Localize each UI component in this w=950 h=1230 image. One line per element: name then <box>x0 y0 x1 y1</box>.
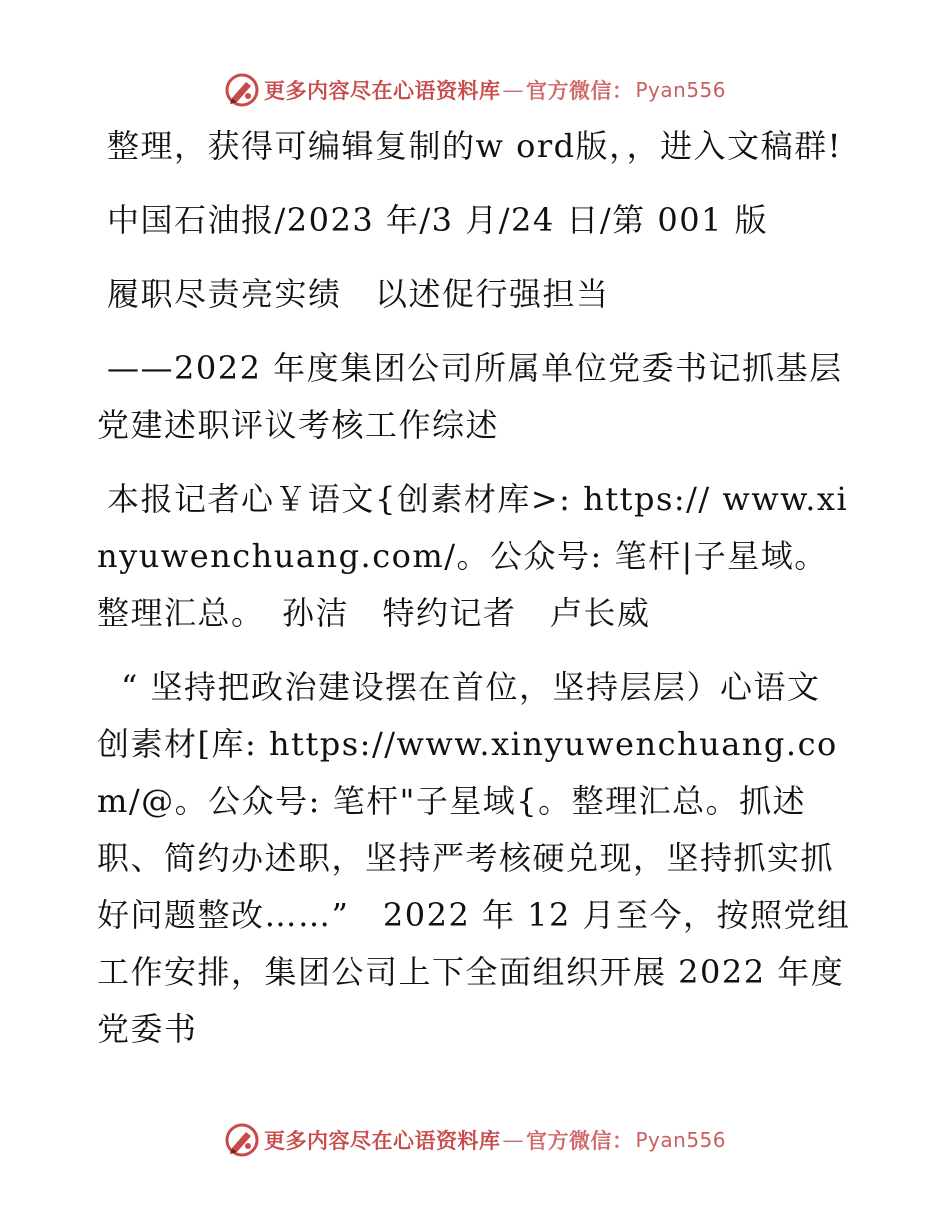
source-line: 中国石油报/2023 年/3 月/24 日/第 001 版 <box>107 201 769 239</box>
watermark-main-text: 更多内容尽在心语资料库 <box>263 1128 501 1153</box>
watermark-main-text: 更多内容尽在心语资料库 <box>263 78 501 103</box>
watermark-dash: — <box>502 1128 524 1152</box>
article-headline: 履职尽责亮实绩 以述促行强担当 <box>107 275 610 313</box>
watermark-wechat-id: Pyan556 <box>635 1128 726 1152</box>
pen-logo-icon <box>224 72 260 108</box>
article-subheadline: ——2022 年度集团公司所属单位党委书记抓基层党建述职评议考核工作综述 <box>97 349 843 444</box>
body-paragraph: “ 坚持把政治建设摆在首位，坚持层层）心语文创素材[库: https://www.xinyuwenchuang.com/@。公众号: 笔杆"子星域{。整理汇总。抓述职、简约办述职，坚持严考核硬兑现，坚持抓实抓好问题整改……” 2022 年 12 月至今，按照党组工作安排，集团公司上下全面组织开展 2022 年度党委书 <box>97 668 851 1048</box>
watermark-wechat-label: 官方微信： <box>525 1128 634 1153</box>
watermark-dash: — <box>502 78 524 102</box>
watermark-wechat-id: Pyan556 <box>635 78 726 102</box>
pen-logo-icon <box>224 1122 260 1158</box>
watermark-wechat-label: 官方微信： <box>525 78 634 103</box>
byline-paragraph: 本报记者心￥语文{创素材库>: https:// www.xinyuwenchuang.com/。公众号: 笔杆|子星域。整理汇总。 孙洁 特约记者 卢长威 <box>97 480 849 632</box>
footer-watermark <box>0 1120 950 1160</box>
document-body <box>97 118 853 1075</box>
header-watermark <box>0 70 950 110</box>
intro-paragraph: 整理，获得可编辑复制的w ord版，，进入文稿群! <box>107 127 842 165</box>
